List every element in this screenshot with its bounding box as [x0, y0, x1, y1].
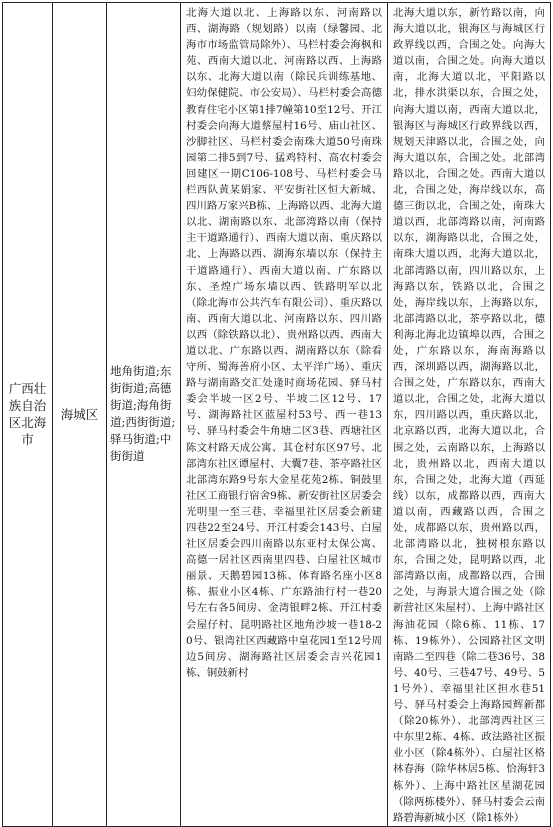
scope-cell	[181, 3, 388, 827]
district-name: 海城区	[60, 406, 99, 422]
district-scope-table	[2, 2, 551, 827]
street-list: 地角街道;东街街道;高德街道;海角街道;西街街道;驿马街道;中街街道	[110, 364, 176, 464]
street-cell	[107, 3, 181, 827]
region-name: 广西壮族自治区北海市	[8, 381, 47, 448]
boundary-cell	[388, 3, 551, 827]
district-cell	[53, 3, 107, 827]
boundary-text: 北海大道以东，新竹路以南，向海大道以北，银海区与海城区行政界线以西，合围之处。向海大道以南，合围之处。向海大道以南，北海大道以北，平阳路以北，排水洪渠以东，合围之处，向海大道以南，西南大道以北，银海区与海城区行政界线以西，规划天津路以北，合围之处，向海大道以东，合围之处。北部湾路以北，合围之处。西南大道以北，合围之处，海岸线以东，高德三街以北，合围之处，南珠大道以西，北部湾路以南，河南路以东，湖海路以北，合围之处，南珠大道以西，北海大道以北，北部湾路以南，四川路以东，上海路以东，铁路以北，合围之处，海岸线以东，上海路以东，北部湾路以北，茶亭路以北，德利海北海北边镇埠以西，合围之处，广东路以东，海南海路以西，深圳路以西，湖海路以北，合围之处，广东路以东，西南大道以北，合围之处，北海大道以东，四川路以西，重庆路以北，北京路以西，北海大道以北，合围之处，云南路以东，上海路以北，贵州路以北，西南大道以东，合围之处，北海大道（西延线）以东，成都路以西，西南大道以南，西藏路以西，合围之处，成都路以东，贵州路以西，北部湾路以北，独树根东路以东，合围之处，昆明路以西，北部湾路以南，成都路以西，合围之处，与海景大道合围之处（除新营社区朱屋村）、上海中路社区海油花园（除6栋、11栋、17栋、19栋外）、公园路社区文明南路二至四巷（除二巷36号、38号、40号、三巷47号、49号、51号外）、幸福里社区担水巷51号、驿马村委会上海路园辉新都（除20栋外）、北部湾西社区三中东里2栋、4栋、政法路社区振业小区（除4栋外）、白屋社区格林春海（除华林居5栋、恰海轩3栋外）、上海中路社区星湖花园（除两栋楼外）、驿马村委会云南路碧海新城小区（除1栋外）	[393, 7, 545, 824]
region-cell	[3, 3, 53, 827]
scope-text: 北海大道以北、上海路以东、河南路以西、湖海路（规划路）以南（绿馨园、北海市市场监管局除外）、马栏村委会海枫和苑、西南大道以北、河南路以西、上海路以东、北海大道以南（除民兵训练基地、妇幼保健院、市公安局）、马栏村委会高德教育住宅小区第1排7幢第10至12号、开江村委会向海大道蔡屋村16号、庙山社区、沙脚社区、马栏村委会南珠大道50号南珠园第二排5到7号、猛鸡特村、高农村委会回建区一期C106-108号、马栏村委会马栏西队黄某娟家、平安街社区恒大新城、四川路万家兴B栋、上海路以西、北海大道以北、湖南路以东、北部湾路以南（保持主干道路通行）、西南大道以南、重庆路以北、上海路以西、湖海东墙以东（保持主干道路通行）、西南大道以南、广东路以东、圣煌广场东墙以西、铁路明军以北（除北海市公共汽车有限公司）、重庆路以南、西南大道以北、河南路以东、四川路以西（除铁路以北）、贵州路以西、西南大道以北、广东路以西、湖南路以东（除看守所、蜀海善府小区、太平洋广场）、重庆路与湖南路交汇处逢时商场花园、驿马村委会半坡一区2号、半坡二区12号、17号、湖海路社区蓝屋村53号、西一巷13号、驿马村委会牛角塘二区3巷、西塘社区陈文村路天成公寓、其仓村东区97号、北部湾东社区谭屋村、大囊7巷、茶亭路社区北部湾东路9号东大金星花苑2栋、铜鼓里社区工商银行宿舍9栋、新安街社区居委会光明里一至三巷、幸福里社区居委会新建四巷22至24号、开江村委会143号、白屋社区居委会四川南路以东亚村太保公寓、高德一居社区西南里四巷、白屋社区城市丽景、天鹅碧园13栋、体育路名座小区8栋、振业小区4栋、广东路油行村一巷20号左右各5间房、金湾银畔2栋、开江村委会屋仔村、昆明路社区地角沙坡一巷18-20号、银湾社区西藏路中皇花园1至12号周边5间房、湖海路社区居委会吉兴花园1栋、铜鼓新村	[186, 7, 382, 679]
table-row	[3, 3, 551, 827]
